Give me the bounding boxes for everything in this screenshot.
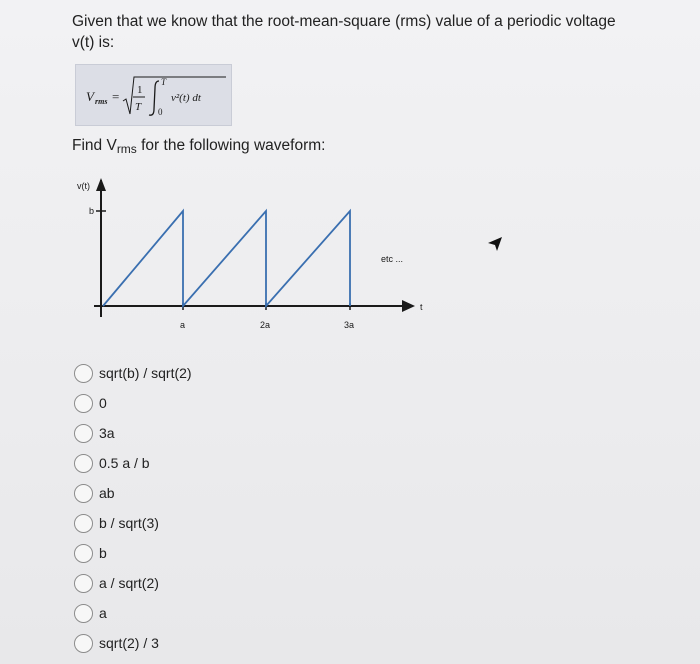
x-tick-label-3a: 3a	[344, 320, 355, 330]
option-9[interactable]	[74, 602, 334, 624]
mouse-cursor-icon	[487, 236, 503, 252]
option-label: sqrt(2) / 3	[99, 635, 159, 651]
y-axis-label: v(t)	[77, 181, 90, 191]
radio-circle-icon[interactable]	[74, 544, 93, 563]
radio-circle-icon[interactable]	[74, 514, 93, 533]
question-prompt: Given that we know that the root-mean-square (rms) value of a periodic voltage v(t) is:	[72, 13, 616, 51]
option-label: 0.5 a / b	[99, 455, 150, 471]
find-text: Find V	[72, 137, 117, 154]
option-label: 0	[99, 395, 107, 411]
sawtooth-waveform	[103, 211, 350, 306]
option-label: a	[99, 605, 107, 621]
radio-circle-icon[interactable]	[74, 394, 93, 413]
option-6[interactable]	[74, 512, 334, 534]
find-tail: for the following waveform:	[136, 137, 326, 154]
rms-formula	[75, 64, 232, 126]
radio-circle-icon[interactable]	[74, 454, 93, 473]
option-1[interactable]	[74, 362, 334, 384]
radio-circle-icon[interactable]	[74, 364, 93, 383]
radio-circle-icon[interactable]	[74, 574, 93, 593]
option-4[interactable]	[74, 452, 334, 474]
option-label: sqrt(b) / sqrt(2)	[99, 365, 192, 381]
formula-lhs: V	[86, 89, 94, 104]
x-axis-label: t	[420, 302, 423, 312]
formula-upper-limit: T	[161, 77, 167, 87]
find-sub: rms	[116, 142, 137, 156]
option-8[interactable]	[74, 572, 334, 594]
x-axis-arrow-icon	[402, 300, 415, 312]
option-label: b	[99, 545, 107, 561]
waveform-graph	[70, 172, 430, 337]
option-3[interactable]	[74, 422, 334, 444]
formula-integrand: v²(t) dt	[171, 92, 201, 104]
x-tick-label-2a: 2a	[260, 320, 271, 330]
radio-circle-icon[interactable]	[74, 484, 93, 503]
y-axis-arrow-icon	[96, 178, 106, 191]
option-label: 3a	[99, 425, 115, 441]
option-10[interactable]	[74, 632, 334, 654]
option-label: a / sqrt(2)	[99, 575, 159, 591]
find-instruction	[72, 137, 325, 155]
continuation-label: etc ...	[381, 254, 404, 264]
y-tick-label: b	[89, 206, 95, 216]
formula-equals: =	[112, 89, 120, 104]
formula-frac-num: 1	[137, 84, 143, 96]
option-5[interactable]	[74, 482, 334, 504]
option-7[interactable]	[74, 542, 334, 564]
x-tick-label-a: a	[180, 320, 186, 330]
radio-circle-icon[interactable]	[74, 634, 93, 653]
option-label: ab	[99, 485, 115, 501]
radio-circle-icon[interactable]	[74, 604, 93, 623]
formula-lhs-sub: rms	[95, 97, 108, 106]
option-label: b / sqrt(3)	[99, 515, 159, 531]
radio-circle-icon[interactable]	[74, 424, 93, 443]
formula-lower-limit: 0	[158, 107, 163, 117]
option-2[interactable]	[74, 392, 334, 414]
formula-frac-den: T	[135, 101, 142, 113]
